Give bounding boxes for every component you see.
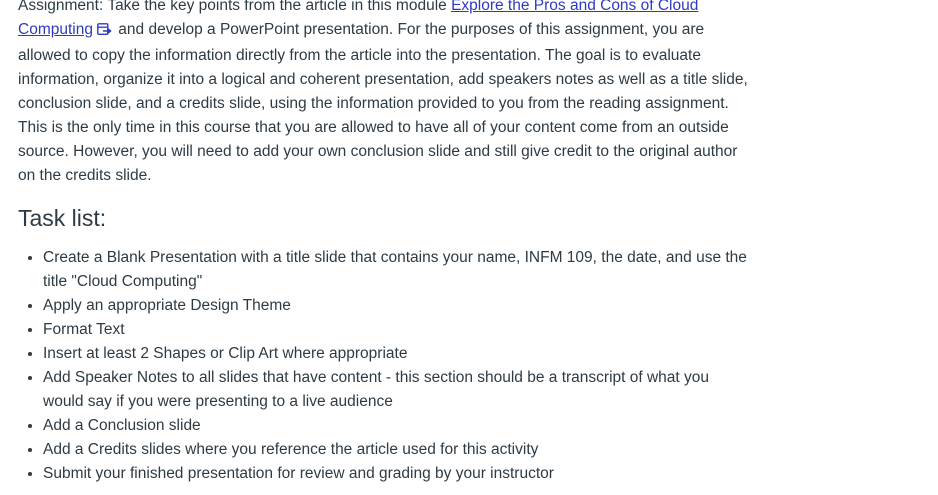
assignment-body-text: and develop a PowerPoint presentation. For the purposes of this assignment, you are allowed to copy the information directly from the article into the presentation. The goal is to evaluate information, organize it into a logical and coherent presentation, add speakers notes as well as a title slide, conclusion slide, and a credits slide, using the information provided to you from the reading assignment. This is the only time in this course that you are allowed to have all of your content come from an outside source. However, you will need to add your own conclusion slide and still give credit to the original author on the credits slide. xyxy=(18,21,748,184)
assignment-paragraph xyxy=(18,0,748,188)
task-list xyxy=(18,246,748,486)
external-link-icon[interactable] xyxy=(97,20,112,44)
task-list-item: • Insert at least 2 Shapes or Clip Art where appropriate xyxy=(43,342,748,366)
task-list-item: • Create a Blank Presentation with a title slide that contains your name, INFM 109, the date, and use the title "Cloud Computing" xyxy=(43,246,748,294)
task-list-item: • Format Text xyxy=(43,318,748,342)
task-list-item: • Add Speaker Notes to all slides that have content - this section should be a transcript of what you would say if you were presenting to a live audience xyxy=(43,366,748,414)
task-list-item: • Apply an appropriate Design Theme xyxy=(43,294,748,318)
assignment-intro-text: Assignment: Take the key points from the article in this module xyxy=(18,0,452,14)
task-list-item: • Submit your finished presentation for review and grading by your instructor xyxy=(43,462,748,486)
task-list-item: • Add a Credits slides where you reference the article used for this activity xyxy=(43,438,748,462)
task-list-item: • Add a Conclusion slide xyxy=(43,414,748,438)
article-link[interactable]: Explore the Pros and Cons of Cloud Computing xyxy=(18,0,699,38)
task-list-heading: Task list: xyxy=(18,205,107,231)
assignment-content xyxy=(18,0,748,486)
